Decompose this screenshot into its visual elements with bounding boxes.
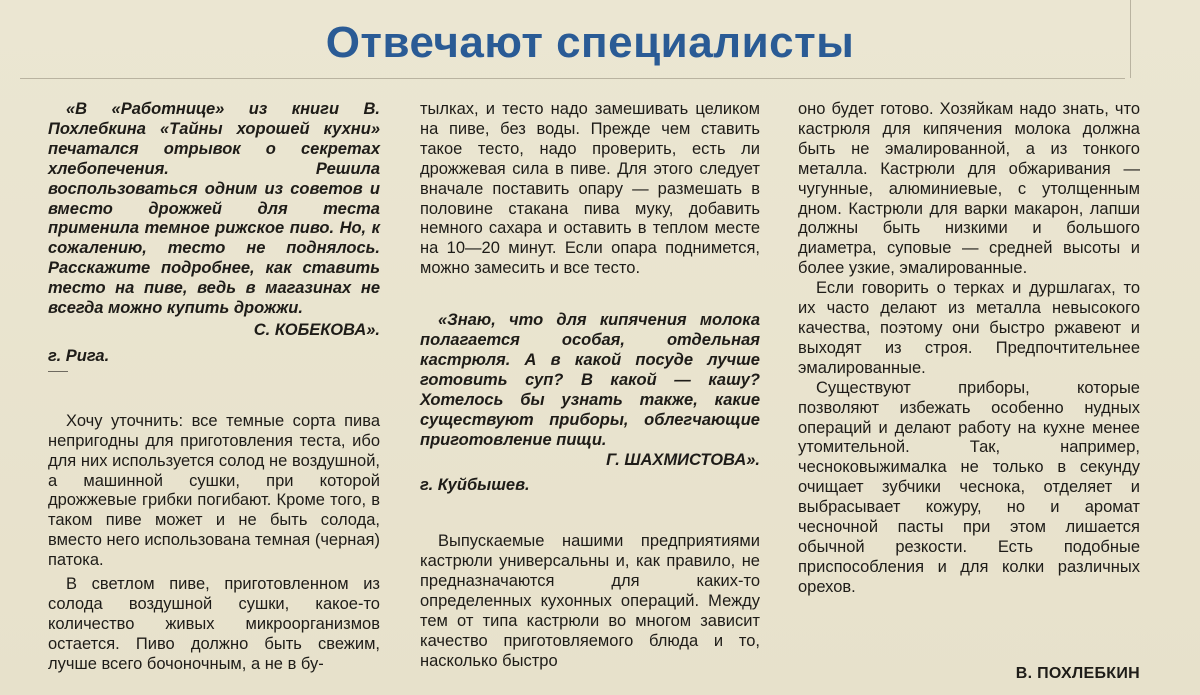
letter-2-signature: Г. ШАХМИСТОВА». (606, 450, 760, 469)
page-title: Отвечают специалисты (325, 18, 855, 67)
answer-2-paragraph-1-start: Выпускаемые нашими предприятиями кастрюли универсальны и, как правило, не предназначаются для каких-то определенных кухонных операций. Между тем от типа кастрюли во многом зависит качество приготовляемого блюда и то, насколько быстро (420, 532, 760, 670)
answer-2-paragraph-3: Существуют приборы, которые позволяют избежать особенно нудных операций и делают работу на кухне менее утомительной. Так, например, чесноковыжималка не только в секунду очищает зубчики чеснока, отделяет и выбрасывает кожуру, но и аромат чесночной пасты при этом лишается обычной резкости. Есть подобные приспособления и для колки различных орехов. (798, 378, 1140, 596)
spacer (420, 496, 760, 532)
column-3 (798, 100, 1140, 598)
reader-letter-1: «В «Работнице» из книги В. Похлебкина «Тайны хорошей кухни» печатался отрывок о секретах хлебопечения. Решила воспользоваться одним из советов и вместо дрожжей для теста применила темное рижское пиво. Но, к сожалению, тесто не поднялось. Расскажите подробнее, как ставить тесто на пиве, ведь в магазинах не всегда можно купить дрожжи. (48, 100, 380, 318)
answer-1-paragraph-2-start: В светлом пиве, приготовленном из солода воздушной сушки, какое-то количество живых микроорганизмов остается. Пиво должно быть свежим, лучше всего бочоночным, а не в бу- (48, 575, 380, 673)
letter-1-city: г. Рига. (48, 346, 110, 365)
letter-2-city: г. Куйбышев. (420, 476, 530, 495)
spacer (420, 279, 760, 311)
answer-2-paragraph-2: Если говорить о терках и дуршлагах, то их часто делают из металла невысокого качества, поэтому они быстро ржавеют и выходят из строя. Предпочтительнее эмалированные. (798, 279, 1140, 377)
answer-2-paragraph-1-end: оно будет готово. Хозяйкам надо знать, что кастрюля для кипячения молока должна быть не эмалированной, а из тонкого металла. Кастрюли для обжаривания — чугунные, алюминиевые, с утолщенным дном. Кастрюли для варки макарон, лапши должны быть низкими и большого диаметра, суповые — средней высоты и более узкие, эмалированные. (798, 100, 1140, 278)
column-2 (420, 100, 760, 672)
reader-letter-2: «Знаю, что для кипячения молока полагается особая, отдельная кастрюля. А в какой посуде лучше готовить суп? В какой — кашу? Хотелось бы узнать также, какие существуют приборы, облегчающие приготовление пищи. (420, 311, 760, 449)
letter-1-signature: С. КОБЕКОВА». (253, 320, 380, 339)
author-signature: В. ПОХЛЕБКИН (1015, 665, 1140, 682)
answer-1-paragraph-2-end: тылках, и тесто надо замешивать целиком на пиве, без воды. Прежде чем ставить такое тесто, надо проверить, есть ли дрожжевая сила в пиве. Для этого следует вначале поставить опару — размешать в половине стакана пива муку, добавить немного сахара и оставить в теплом месте на 10—20 минут. Если опара поднимется, можно замесить и все тесто. (420, 100, 760, 278)
answer-1-paragraph-1: Хочу уточнить: все темные сорта пива непригодны для приготовления теста, ибо для них используется солод не воздушной, а машинной сушки, при которой дрожжевые грибки погибают. Кроме того, в таком пиве может и не быть солода, вместо него использована темная (черная) патока. (48, 411, 380, 570)
column-1 (48, 100, 380, 675)
spacer (48, 372, 380, 412)
